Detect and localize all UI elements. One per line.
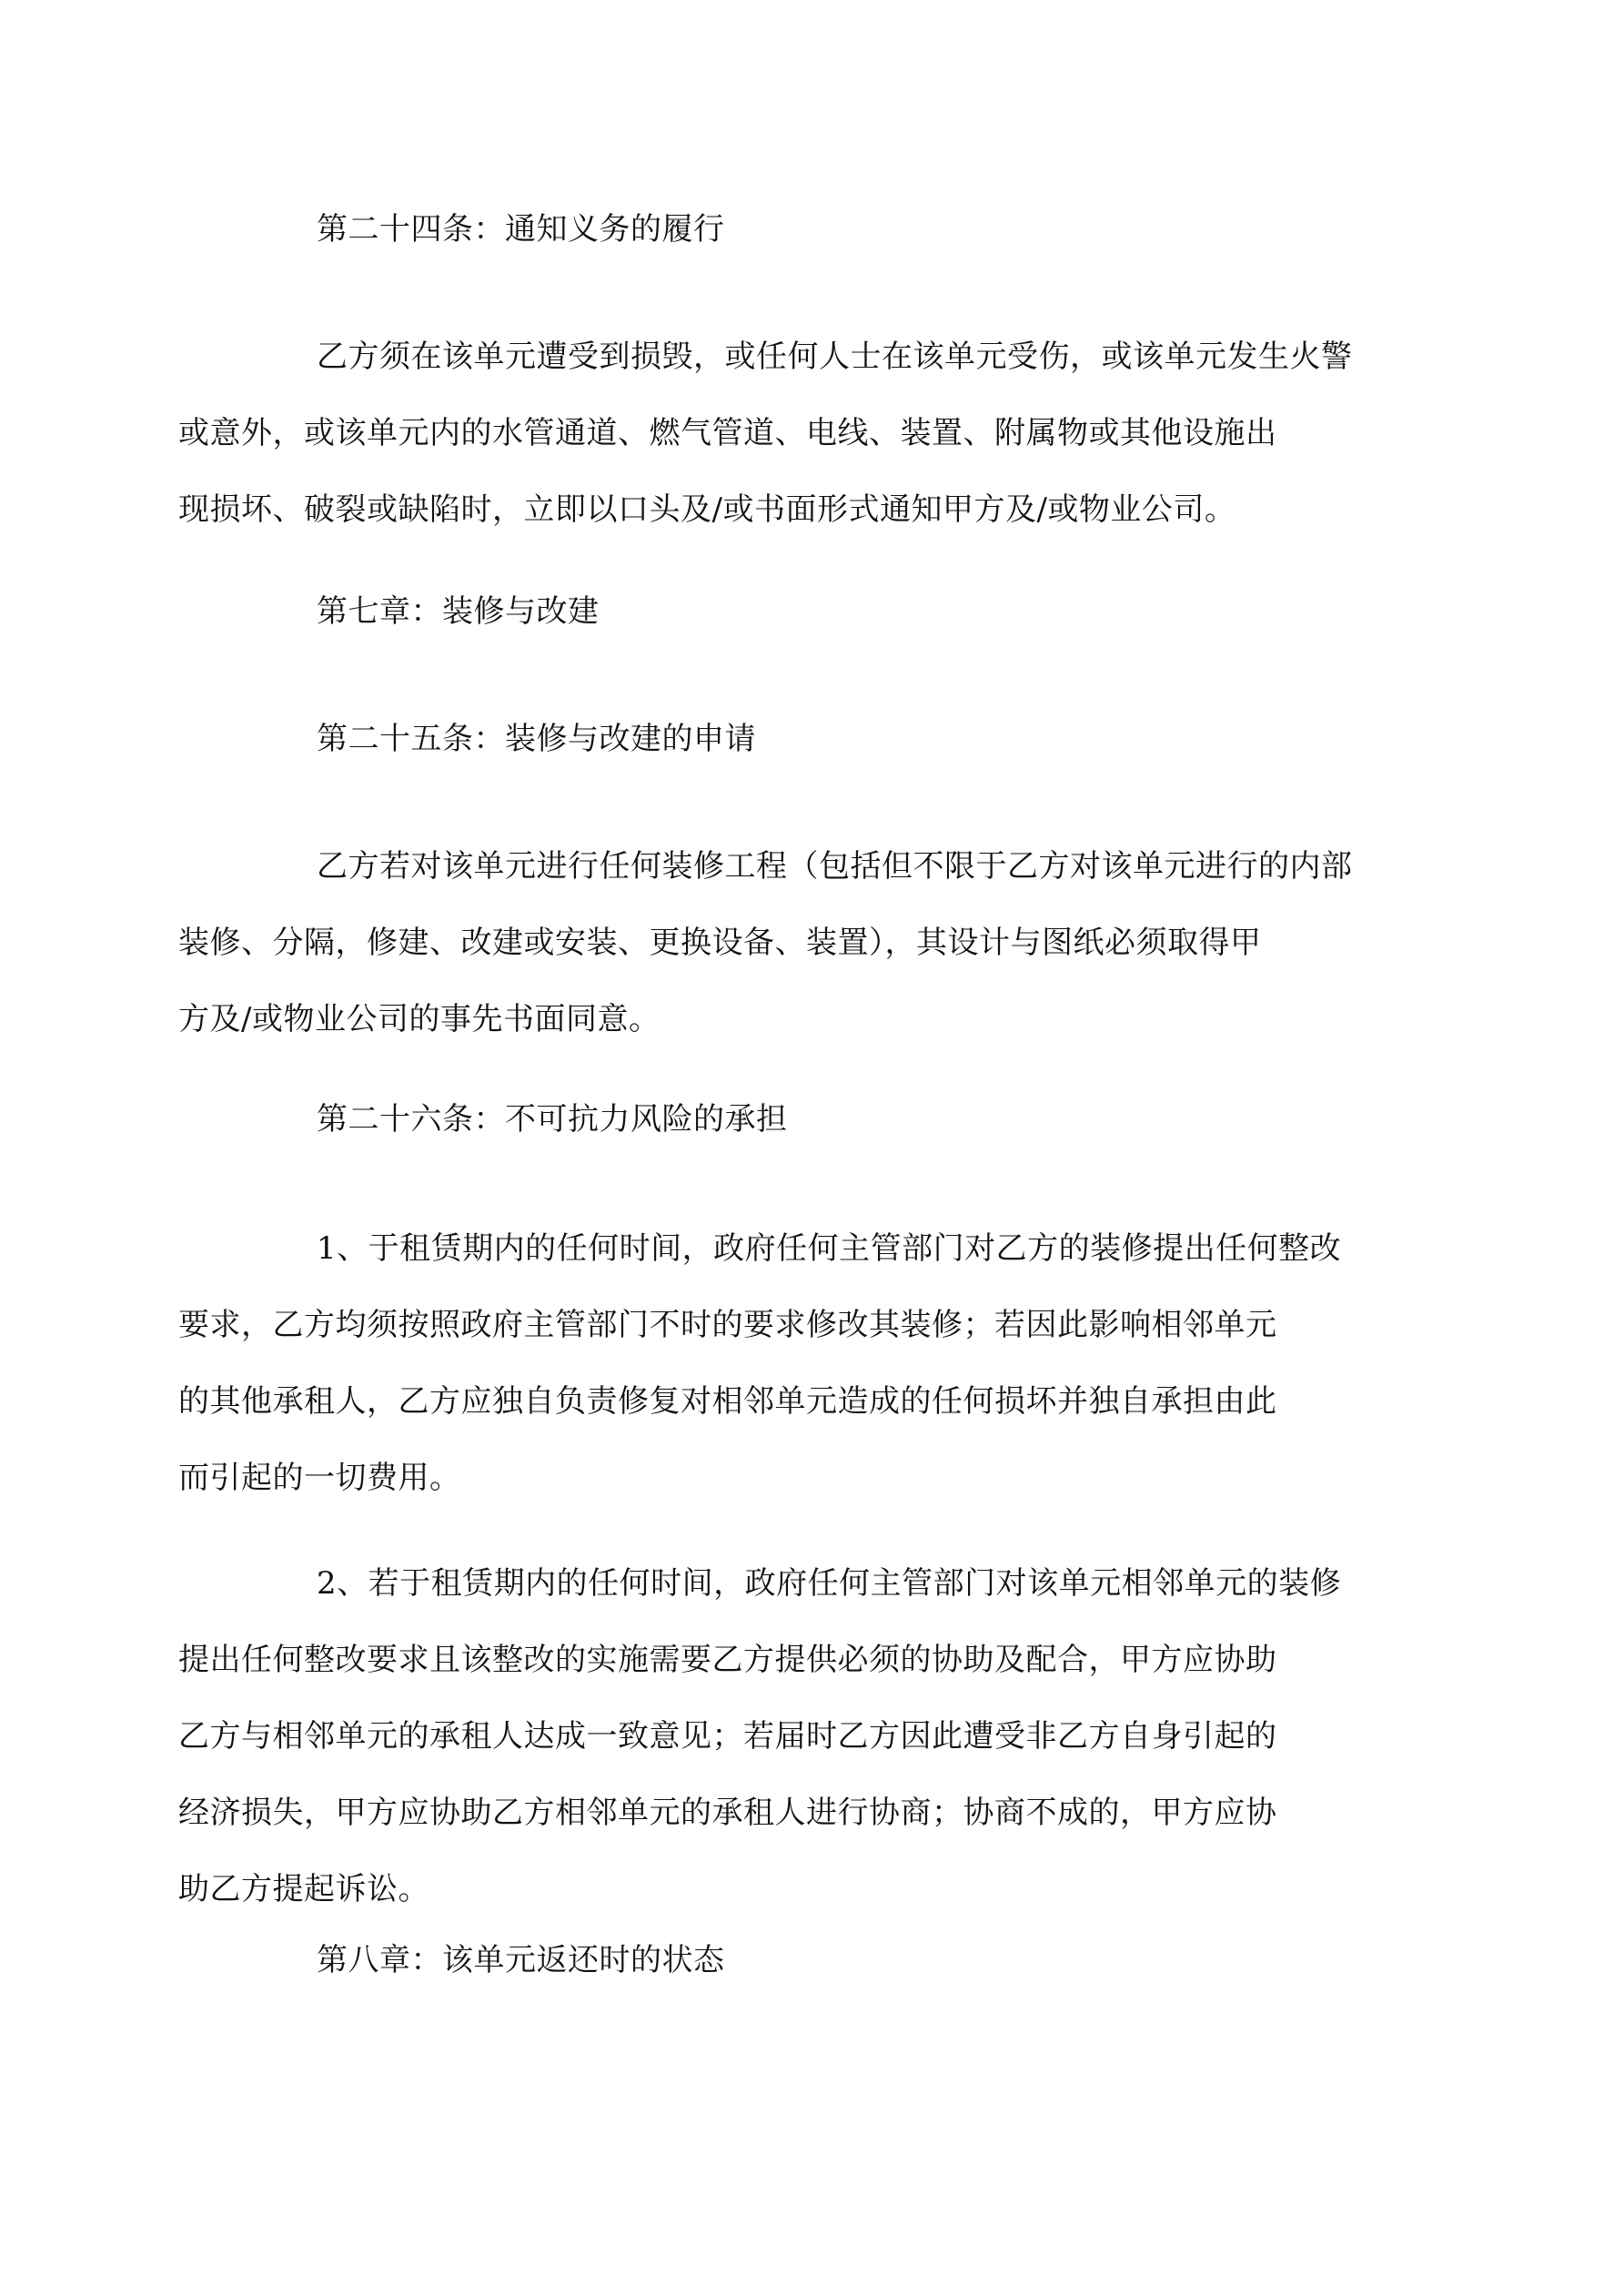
article-26-item-2 <box>178 1545 1383 1927</box>
article-25-heading <box>247 701 1383 777</box>
text-line: 2、若于租赁期内的任何时间，政府任何主管部门对该单元相邻单元的装修 <box>317 1565 1342 1602</box>
text-line: 第二十六条：不可抗力风险的承担 <box>317 1101 788 1138</box>
text-line: 或意外，或该单元内的水管通道、燃气管道、电线、装置、附属物或其他设施出 <box>178 415 1277 451</box>
text-line: 第八章：该单元返还时的状态 <box>317 1942 725 1978</box>
article-25-body <box>178 828 1383 1057</box>
text-line: 1、于租赁期内的任何时间，政府任何主管部门对乙方的装修提出任何整改 <box>317 1230 1342 1267</box>
text-line: 现损坏、破裂或缺陷时，立即以口头及/或书面形式通知甲方及/或物业公司。 <box>178 491 1236 528</box>
text-line: 第七章：装修与改建 <box>317 593 600 630</box>
text-line: 要求，乙方均须按照政府主管部门不时的要求修改其装修；若因此影响相邻单元 <box>178 1307 1277 1343</box>
article-24-heading <box>247 191 1383 268</box>
chapter-7-heading <box>247 573 1383 650</box>
text-line: 第二十五条：装修与改建的申请 <box>317 721 756 757</box>
text-line: 乙方与相邻单元的承租人达成一致意见；若届时乙方因此遭受非乙方自身引起的 <box>178 1718 1277 1755</box>
text-line: 经济损失，甲方应协助乙方相邻单元的承租人进行协商；协商不成的，甲方应协 <box>178 1795 1277 1831</box>
text-line: 第二十四条：通知义务的履行 <box>317 211 725 248</box>
text-line: 提出任何整改要求且该整改的实施需要乙方提供必须的协助及配合，甲方应协助 <box>178 1642 1277 1678</box>
text-line: 方及/或物业公司的事先书面同意。 <box>178 1001 661 1037</box>
text-line: 的其他承租人，乙方应独自负责修复对相邻单元造成的任何损坏并独自承担由此 <box>178 1383 1277 1420</box>
article-26-item-1 <box>178 1210 1383 1516</box>
article-24-body <box>178 319 1383 548</box>
chapter-8-heading <box>247 1922 1383 1998</box>
text-line: 乙方须在该单元遭受到损毁，或任何人士在该单元受伤，或该单元发生火警 <box>317 339 1353 375</box>
text-line: 装修、分隔，修建、改建或安装、更换设备、装置），其设计与图纸必须取得甲 <box>178 925 1262 961</box>
text-line: 而引起的一切费用。 <box>178 1460 461 1496</box>
text-line: 乙方若对该单元进行任何装修工程（包括但不限于乙方对该单元进行的内部 <box>317 848 1353 885</box>
text-line: 助乙方提起诉讼。 <box>178 1871 429 1907</box>
article-26-heading <box>247 1081 1383 1158</box>
